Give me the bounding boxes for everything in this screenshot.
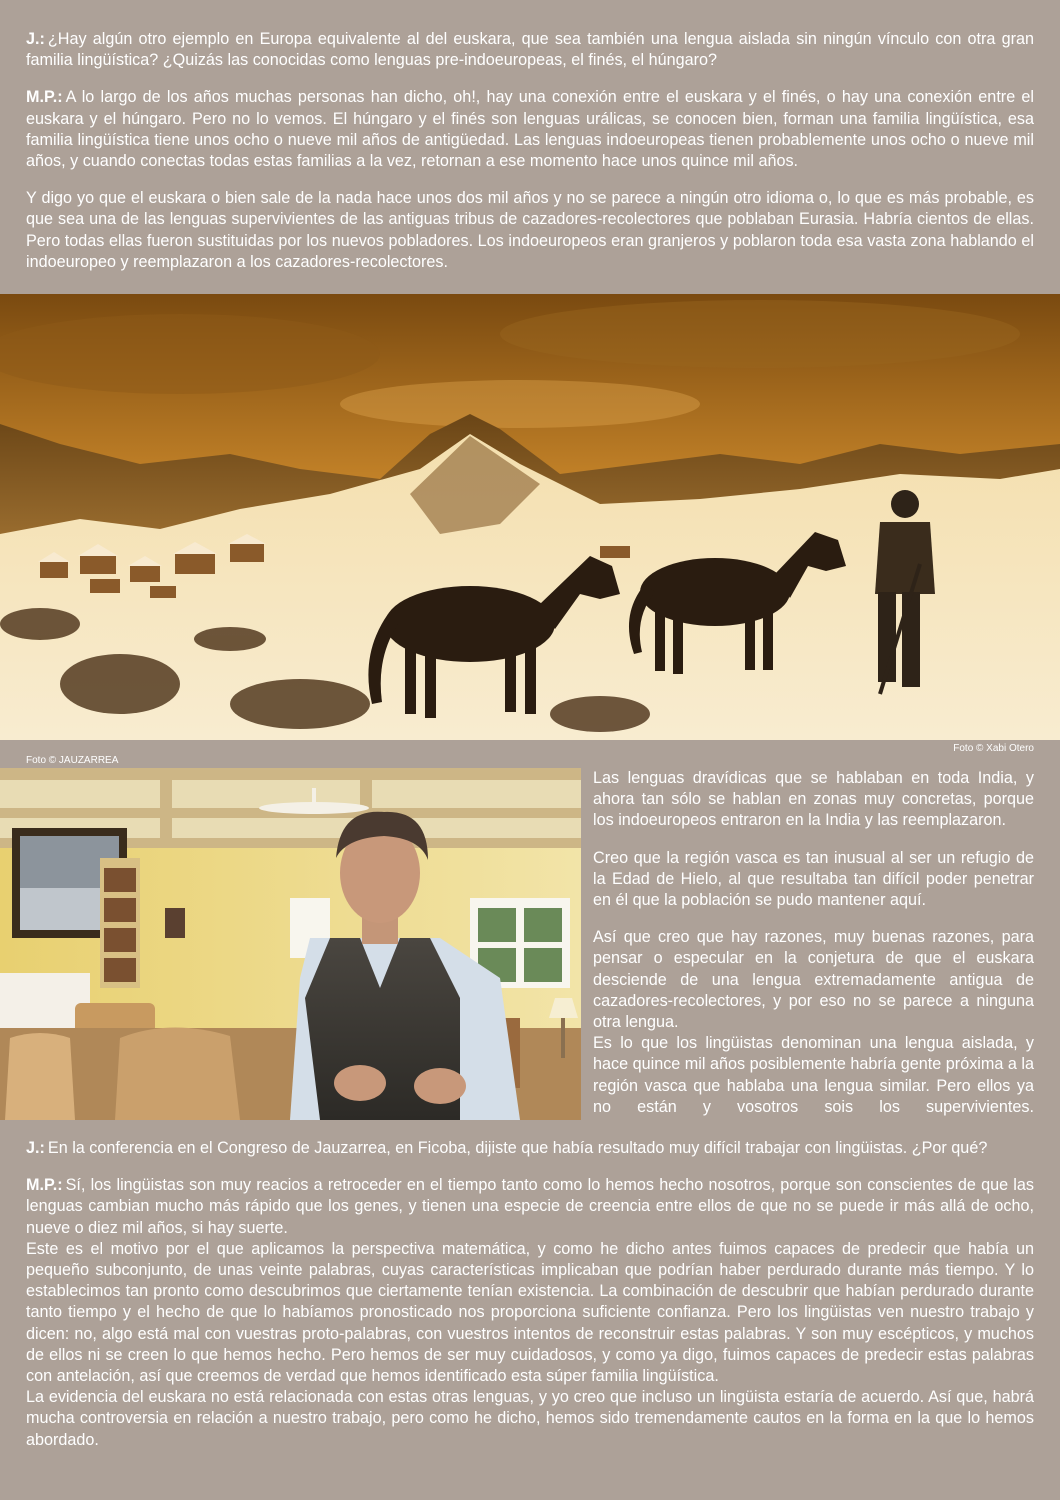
paragraph: Este es el motivo por el que aplicamos la perspectiva matemática, y como he dicho antes fuimos capaces de predecir que había un pequeño subconjunto, de unas veinte palabras, cuyas características implicaban que podrían haber perdurado durante más tiempo. Y lo establecimos tan pronto como descubrimos que ciertamente tenían existencia. La combinación de descubrir que habían perdurado durante tanto tiempo y el hecho de que lo habíamos pronosticado nos proporciona suficiente confianza. Pero los lingüistas ven nuestro trabajo y dicen: no, algo está mal con vuestras proto-palabras, con vuestros intentos de reconstruir estas palabras. Y son muy escépticos, y muchos de ellos ni se creen lo que hemos hecho. Pero hemos de ser muy cuidadosos, y como ya digo, fuimos capaces de predecir estas palabras con antelación, así que creemos de verdad que hemos identificado esta súper familia lingüística. bbox=[26, 1239, 1034, 1386]
speaker-label: M.P.: bbox=[26, 1176, 63, 1195]
paragraph: Es lo que los lingüistas denominan una lengua aislada, y hace quince mil años posiblemente habría gente próxima a la región vasca que hablaba una lengua similar. Pero ellos ya no están y vosotros sois los supervivientes. bbox=[593, 1034, 1034, 1116]
snow-horses-photo bbox=[0, 294, 1060, 740]
answer-1: M.P.: A lo largo de los años muchas personas han dicho, oh!, hay una conexión entre el euskara y el finés, o hay una conexión entre el euskara y el húngaro. Pero no lo vemos. El húngaro y el finés son lenguas urálicas, se conocen bien, forman una familia lingüística, esa familia lingüística tiene unos ocho o nueve mil años de antigüedad. Las lenguas indoeuropeas tienen probablemente unos ocho o nueve mil años, y cuando conectas todas estas familias a la vez, retornan a ese momento hace unos quince mil años. bbox=[26, 88, 1034, 171]
paragraph: Así que creo que hay razones, muy buenas razones, para pensar o especular en la conjetura de que el euskara desciende de una lengua extremadamente antigua de cazadores-recolectores, y por eso no se parece a ninguna otra lengua. bbox=[593, 928, 1034, 1032]
question-1: J.: ¿Hay algún otro ejemplo en Europa equivalente al del euskara, que sea también una lengua aislada sin ningún vínculo con otra gran familia lingüística? ¿Quizás las conocidas como lenguas pre-indoeuropeas, el finés, el húngaro? bbox=[26, 30, 1034, 70]
intro-text bbox=[26, 29, 1034, 289]
paragraph: Creo que la región vasca es tan inusual al ser un refugio de la Edad de Hielo, al que resultaba tan difícil poder penetrar en él que la población se pudo mantener aquí. bbox=[593, 848, 1034, 910]
outro-text bbox=[26, 1138, 1034, 1451]
paragraph: La evidencia del euskara no está relacionada con estas otras lenguas, y yo creo que incluso un lingüista estaría de acuerdo. Así que, habrá mucha controversia en relación a nuestro trabajo, pero como he dicho, hemos sido tremendamente cautos en la forma en la que lo hemos abordado. bbox=[26, 1388, 1034, 1449]
speaker-label: J.: bbox=[26, 1139, 45, 1157]
paragraph: Las lenguas dravídicas que se hablaban en toda India, y ahora tan sólo se hablan en zonas muy concretas, porque los indoeuropeos entraron en la India y las reemplazaron. bbox=[593, 769, 1034, 830]
right-column-text bbox=[593, 768, 1034, 1118]
photo-credit-left: Foto © JAUZARREA bbox=[26, 755, 119, 766]
paragraph: Y digo yo que el euskara o bien sale de la nada hace unos dos mil años y no se parece a ningún otro idioma o, lo que es más probable, es que sea una de las lenguas supervivientes de las antiguas tribus de cazadores-recolectores que poblaban Eurasia. Habría cientos de ellas. Pero todas ellas fueron sustituidas por los nuevos pobladores. Los indoeuropeos eran granjeros y poblaron toda esa vasta zona hablando el indoeuropeo y reemplazaron a los cazadores-recolectores. bbox=[26, 189, 1034, 271]
answer-2: M.P.: Sí, los lingüistas son muy reacios a retroceder en el tiempo tanto como lo hemos hecho nosotros, porque son conscientes de que las lenguas cambian mucho más rápido que los genes, y tienen una especie de creencia entre ellos de que no se puede ir más allá de ocho, nueve o diez mil años, si hay suerte. bbox=[26, 1176, 1034, 1237]
question-2: J.: En la conferencia en el Congreso de Jauzarrea, en Ficoba, dijiste que había resultado muy difícil trabajar con lingüistas. ¿Por qué? bbox=[26, 1139, 988, 1157]
photo-credit-right: Foto © Xabi Otero bbox=[953, 743, 1034, 754]
interview-photo bbox=[0, 768, 581, 1120]
speaker-label: J.: bbox=[26, 30, 45, 48]
speaker-label: M.P.: bbox=[26, 88, 63, 107]
